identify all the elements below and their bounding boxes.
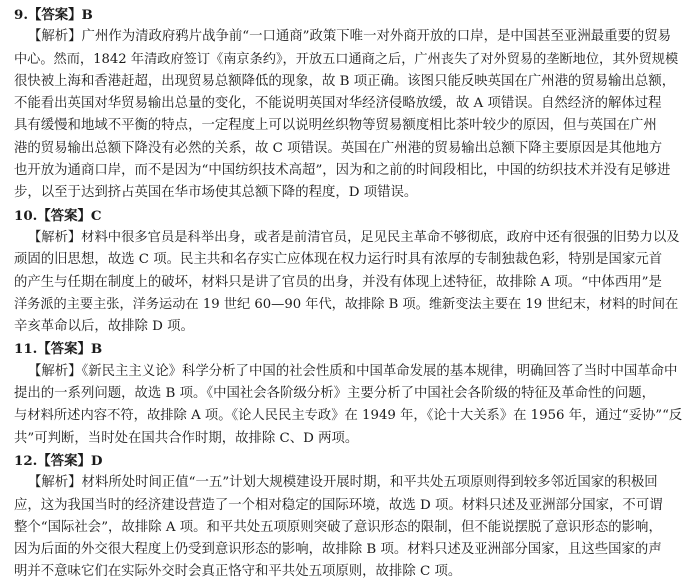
explanation-line: 【解析】广州作为清政府鸦片战争前“一口通商”政策下唯一对外商开放的口岸，是中国甚至亚洲最重要的贸易 [28, 29, 672, 45]
explanation-line: 中心。然而，1842 年清政府签订《南京条约》，开放五口通商之后，广州丧失了对外贸易的垄断地位，其外贸规模 [14, 51, 679, 67]
explanation-line: 共”可判断，当时处在国共合作时期，故排除 C、D 两项。 [14, 430, 359, 446]
explanation-line: 因为后面的外交很大程度上仍受到意识形态的影响，故排除 B 项。材料只述及亚洲部分国家，且这些国家的声 [14, 542, 662, 558]
explanation-line: 洋务派的主要主张，洋务运动在 19 世纪 60—90 年代，故排除 B 项。维新变法主要在 19 世纪末，材料的时间在 [14, 296, 679, 312]
answer-heading: 12.【答案】D [14, 452, 103, 469]
explanation-line: 辛亥革命以后，故排除 D 项。 [14, 319, 194, 335]
explanation-line: 【解析】《新民主主义论》科学分析了中国的社会性质和中国革命发展的基本规律，明确回答了当时中国革命中 [28, 363, 678, 379]
answer-heading: 10.【答案】C [14, 207, 102, 224]
answer-heading: 11.【答案】B [14, 341, 103, 358]
explanation-line: 【解析】材料所处时间正值“一五”计划大规模建设开展时期，和平共处五项原则得到较多邻近国家的积极回 [28, 475, 658, 491]
explanation-line: 步，以至于达到挤占英国在华市场使其总额下降的程度，D 项错误。 [14, 185, 418, 201]
explanation-line: 提出的一系列问题，故选 B 项。《中国社会各阶级分析》主要分析了中国社会各阶级的特征及革命性的问题， [14, 386, 656, 402]
explanation-line: 顽固的旧思想，故选 C 项。民主共和名存实亡应体现在权力运行时具有浓厚的专制独裁色彩，特别是国家元首 [14, 252, 663, 268]
answer-item-10 [14, 205, 682, 339]
explanation-line: 具有缓慢和地域不平衡的特点，一定程度上可以说明丝织物等贸易额度相比茶叶较少的原因，但与英国在广州 [14, 118, 657, 134]
explanation-line: 的产生与任期在制度上的破坏，材料只是讲了官员的出身，并没有体现上述特征，故排除 A 项。“中体西用”是 [14, 274, 662, 290]
explanation-line: 也开放为通商口岸，而不是因为“中国纺织技术高超”，因为和之前的时间段相比，中国的纺织技术并没有足够进 [14, 163, 671, 179]
explanation-line: 不能看出英国对华贸易输出总量的变化，不能说明英国对华经济侵略放缓，故 A 项错误。自然经济的解体过程 [14, 96, 662, 112]
explanation-line: 应，这为我国当时的经济建设营造了一个相对稳定的国际环境，故选 D 项。材料只述及亚洲部分国家，不可谓 [14, 497, 663, 513]
explanation-line: 港的贸易输出总额下降没有必然的关系，故 C 项错误。英国在广州港的贸易输出总额下降主要原因是其他地方 [14, 140, 663, 156]
answer-heading: 9.【答案】B [14, 7, 93, 23]
explanation-line: 与材料所述内容不符，故排除 A 项。《论人民民主专政》在 1949 年，《论十大关系》在 1956 年，通过“妥协”“反 [14, 408, 682, 424]
explanation-line: 【解析】材料中很多官员是科举出身，或者是前清官员，足见民主革命不够彻底，政府中还有很强的旧势力以及 [28, 229, 680, 245]
explanation-line: 整个“国际社会”，故排除 A 项。和平共处五项原则突破了意识形态的限制，但不能说摆脱了意识形态的影响， [14, 519, 662, 535]
answer-item-12 [14, 450, 682, 584]
answer-item-9 [14, 4, 682, 205]
answer-item-11 [14, 338, 682, 449]
explanation-line: 明并不意味它们在实际外交时会真正恪守和平共处五项原则，故排除 C 项。 [14, 564, 462, 580]
explanation-line: 很快被上海和香港赶超，出现贸易总额降低的现象，故 B 项正确。该图只能反映英国在广州港的贸易输出总额， [14, 73, 676, 89]
